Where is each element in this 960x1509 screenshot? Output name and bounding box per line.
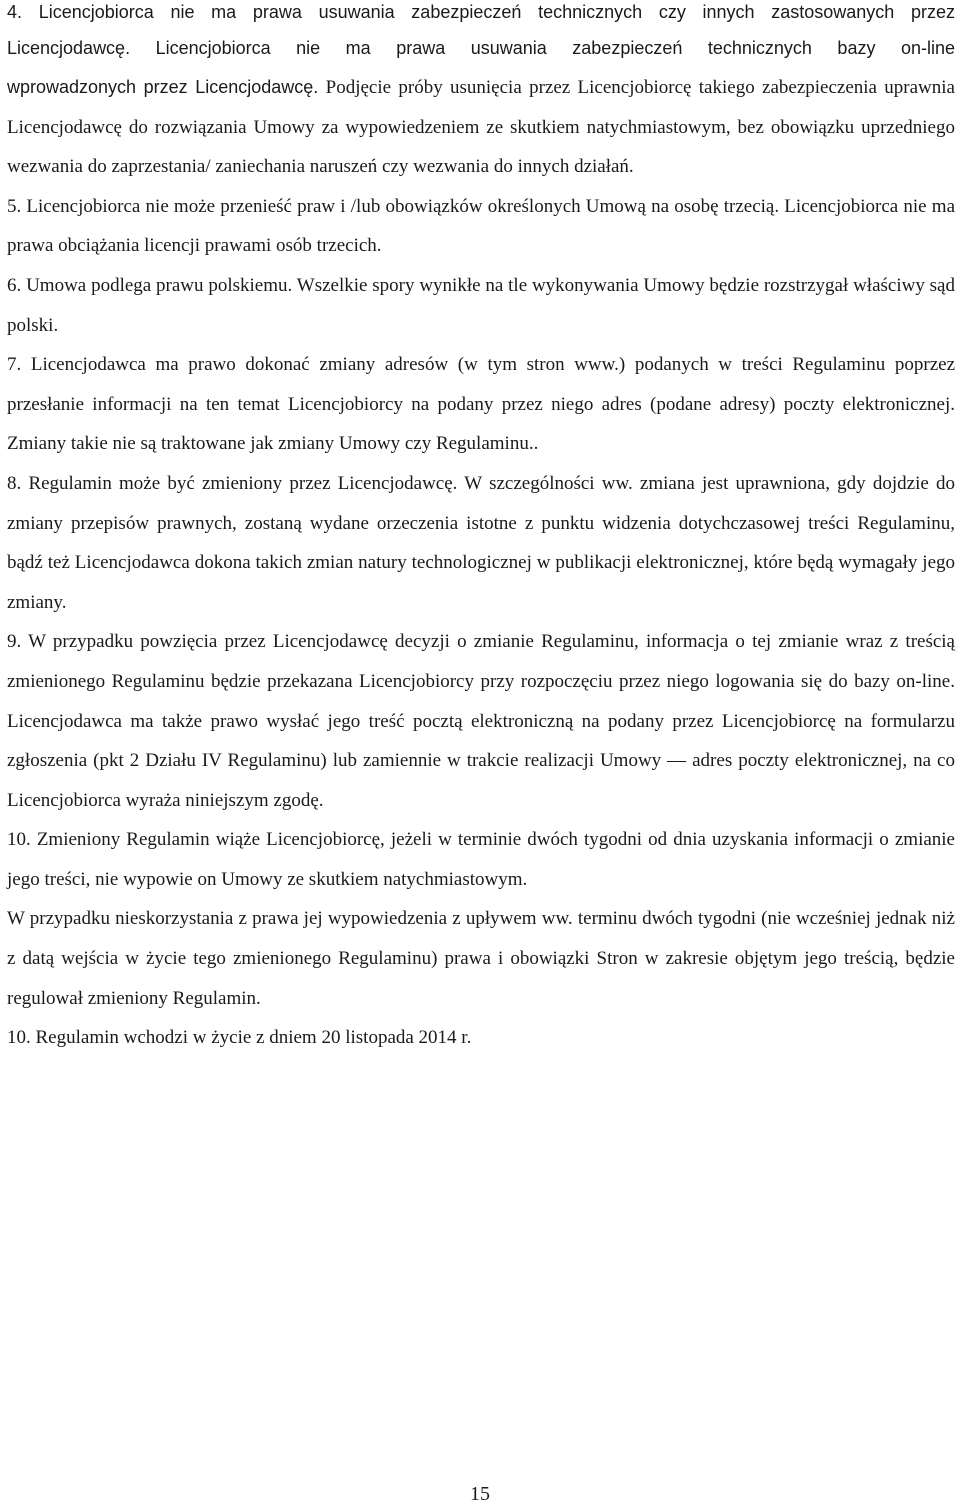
paragraph-4-rest: Podjęcie próby usunięcia przez Licencjobiorcę takiego zabezpieczenia uprawnia Licencjodawcę do rozwiązania Umowy za wypowiedzeniem ze skutkiem natychmiastowym, bez obowiązku uprzedniego wezwania do zaprzestania/ zaniechania naruszeń czy wezwania do innych działań. <box>7 77 955 178</box>
page-number: 15 <box>470 1483 490 1505</box>
paragraph-7: 7. Licencjodawca ma prawo dokonać zmiany adresów (w tym stron www.) podanych w treści Regulaminu poprzez przesłanie informacji na ten temat Licencjobiorcy na podany przez niego adres (podane adresy) poczty elektronicznej. Zmiany takie nie są traktowane jak zmiany Umowy czy Regulaminu.. <box>7 354 955 455</box>
paragraph-5: 5. Licencjobiorca nie może przenieść praw i /lub obowiązków określonych Umową na osobę trzecią. Licencjobiorca nie ma prawa obciążania licencji prawami osób trzecich. <box>7 195 955 257</box>
paragraph-10c: 10. Regulamin wchodzi w życie z dniem 20 listopada 2014 r. <box>7 1027 472 1049</box>
paragraph-4-line-3: wprowadzonych przez Licencjodawcę. <box>7 77 319 97</box>
paragraph-10a: 10. Zmieniony Regulamin wiąże Licencjobiorcę, jeżeli w terminie dwóch tygodni od dnia uzyskania informacji o zmianie jego treści, nie wypowie on Umowy ze skutkiem natychmiastowym. <box>7 829 955 890</box>
paragraph-10b: W przypadku nieskorzystania z prawa jej wypowiedzenia z upływem ww. terminu dwóch tygodni (nie wcześniej jednak niż z datą wejścia w życie tego zmienionego Regulaminu) prawa i obowiązki Stron w zakresie objętym jego treścią, będzie regulował zmieniony Regulamin. <box>7 908 955 1009</box>
paragraph-4-line-1: 4. Licencjobiorca nie ma prawa usuwania zabezpieczeń technicznych czy innych zastosowanych przez <box>7 2 955 22</box>
paragraph-4-line-2: Licencjodawcę. Licencjobiorca nie ma prawa usuwania zabezpieczeń technicznych bazy on-line <box>7 38 955 58</box>
paragraph-9: 9. W przypadku powzięcia przez Licencjodawcę decyzji o zmianie Regulaminu, informacja o tej zmianie wraz z treścią zmienionego Regulaminu będzie przekazana Licencjobiorcy przy rozpoczęciu przez niego logowania się do bazy on-line. Licencjodawca ma także prawo wysłać jego treść pocztą elektroniczną na podany przez Licencjobiorcę na formularzu zgłoszenia (pkt 2 Działu IV Regulaminu) lub zamiennie w trakcie realizacji Umowy ― adres poczty elektronicznej, na co Licencjobiorca wyraża niniejszym zgodę. <box>7 631 955 811</box>
document-body <box>7 0 955 1058</box>
paragraph-8: 8. Regulamin może być zmieniony przez Licencjodawcę. W szczególności ww. zmiana jest uprawniona, gdy dojdzie do zmiany przepisów prawnych, zostaną wydane orzeczenia istotne z punktu widzenia dotychczasowej treści Regulaminu, bądź też Licencjodawca dokona takich zmian natury technologicznej w publikacji elektronicznej, które będą wymagały jego zmiany. <box>7 472 955 613</box>
paragraph-4 <box>7 0 955 187</box>
paragraph-6: 6. Umowa podlega prawu polskiemu. Wszelkie spory wynikłe na tle wykonywania Umowy będzie rozstrzygał właściwy sąd polski. <box>7 274 955 336</box>
